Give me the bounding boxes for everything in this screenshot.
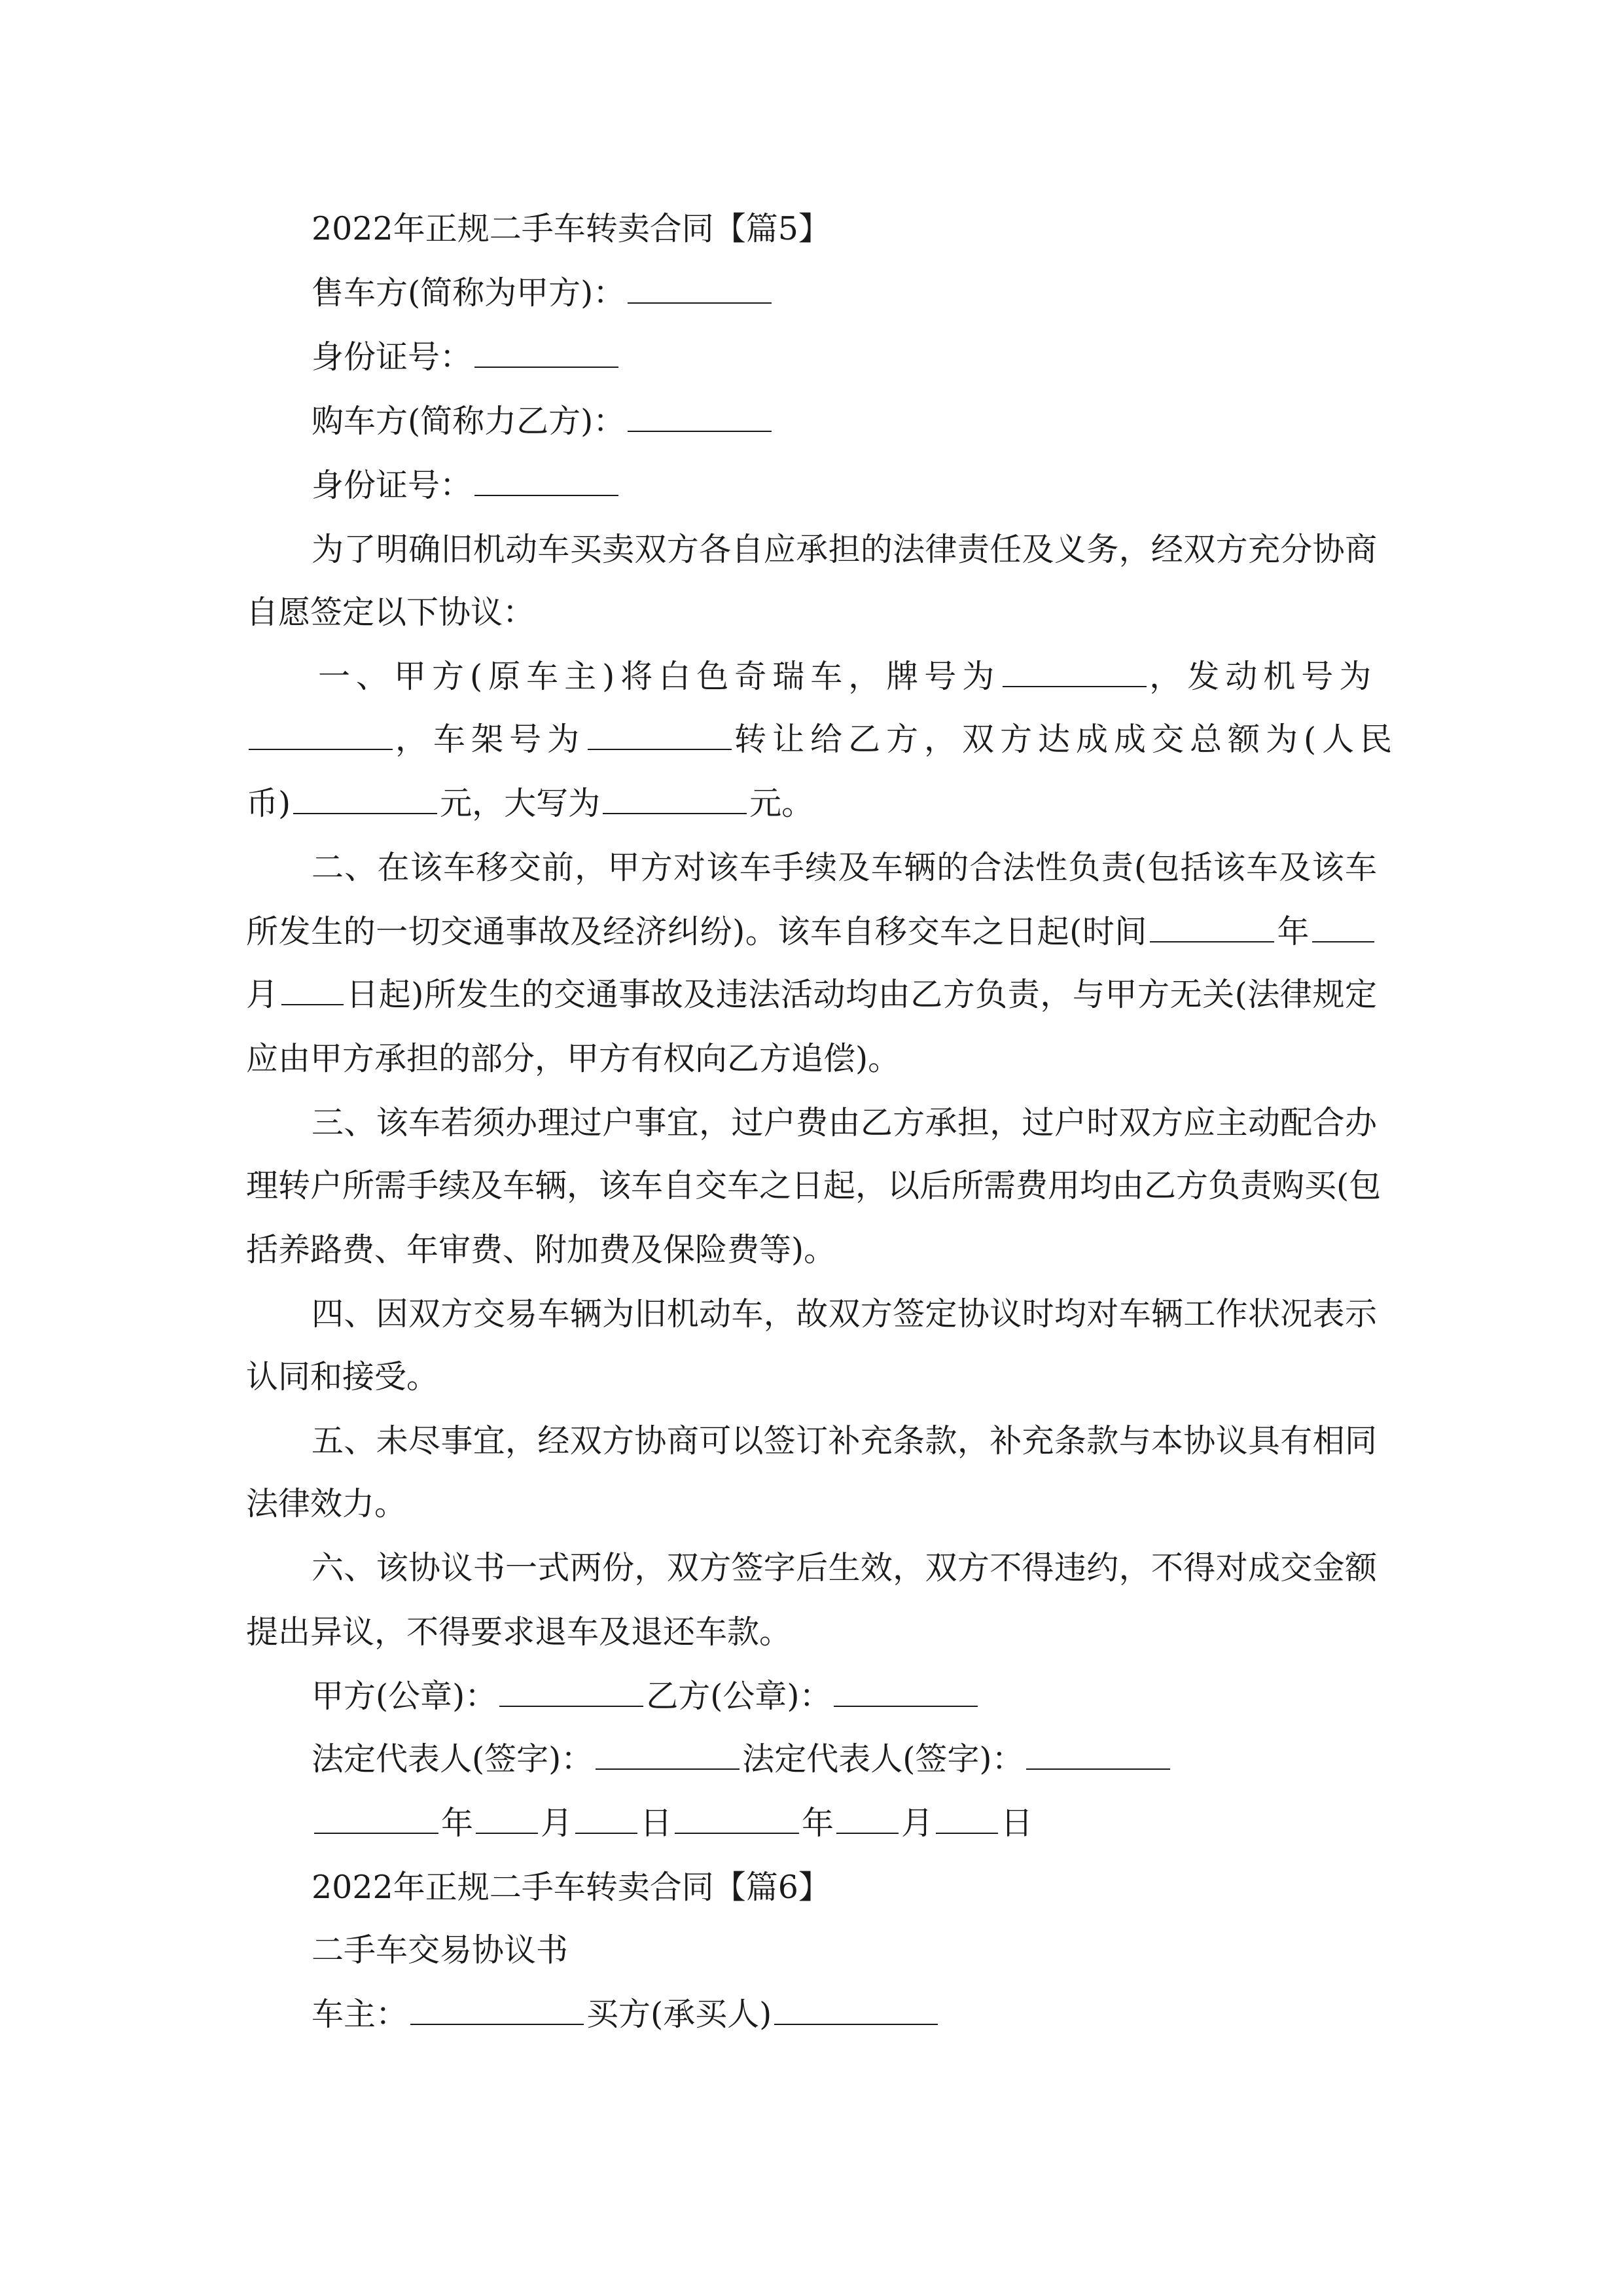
clause-3-line-2: 理转户所需手续及车辆，该车自交车之日起，以后所需费用均由乙方负责购买(包 — [246, 1167, 1382, 1204]
section-title-5: 2022年正规二手车转卖合同【篇5】 — [312, 210, 830, 247]
date-b-month-blank — [836, 1805, 899, 1834]
amount-words-blank — [603, 785, 747, 814]
seller-blank — [628, 275, 772, 304]
seller-id-field: 身份证号： — [312, 338, 621, 377]
clause-6-line-1: 六、该协议书一式两份，双方签字后生效，双方不得违约，不得对成交金额 — [312, 1549, 1377, 1587]
intro-line-1: 为了明确旧机动车买卖双方各自应承担的法律责任及义务，经双方充分协商 — [312, 531, 1377, 568]
representative-line: 法定代表人(签字)： 法定代表人(签字)： — [312, 1740, 1173, 1779]
clause-2-line-3: 月 日起)所发生的交通事故及违法活动均由乙方负责，与甲方无关(法律规定 — [246, 976, 1377, 1013]
buyer-blank — [628, 403, 772, 432]
seller-field: 售车方(简称为甲方)： — [312, 274, 774, 313]
rep-b-blank — [1026, 1741, 1170, 1770]
amount-blank — [293, 785, 437, 814]
clause-4-line-2: 认同和接受。 — [246, 1358, 439, 1395]
clause-5-line-1: 五、未尽事宜，经双方协商可以签订补充条款，补充条款与本协议具有相同 — [312, 1422, 1377, 1460]
plate-blank — [1003, 658, 1147, 687]
clause-3-line-1: 三、该车若须办理过户事宜，过户费由乙方承担，过户时双方应主动配合办 — [312, 1104, 1377, 1141]
clause-6-line-2: 提出异议，不得要求退车及退还车款。 — [246, 1613, 792, 1651]
owner-blank — [410, 1996, 584, 2025]
party-a-seal-blank — [499, 1678, 643, 1707]
clause-3-line-3: 括养路费、年审费、附加费及保险费等)。 — [246, 1231, 836, 1268]
clause-1-line-1: 一、甲方(原车主)将白色奇瑞车，牌号为 ，发动机号为 — [318, 658, 1378, 695]
date-a-day-blank — [575, 1805, 637, 1834]
clause-5-line-2: 法律效力。 — [246, 1485, 407, 1522]
date-b-day-blank — [936, 1805, 998, 1834]
rep-a-blank — [596, 1741, 740, 1770]
date-a-month-blank — [476, 1805, 538, 1834]
agreement-subtitle: 二手车交易协议书 — [312, 1931, 569, 1969]
year-blank — [1150, 914, 1274, 942]
buyer-field: 购车方(简称力乙方)： — [312, 402, 774, 441]
buyer2-blank — [774, 1996, 938, 2025]
date-b-year-blank — [675, 1805, 799, 1834]
section-title-6: 2022年正规二手车转卖合同【篇6】 — [312, 1869, 830, 1906]
month-blank — [1312, 914, 1374, 942]
day-blank — [281, 977, 344, 1005]
seal-line: 甲方(公章)： 乙方(公章)： — [312, 1677, 980, 1716]
party-b-seal-blank — [834, 1678, 978, 1707]
clause-2-line-2: 所发生的一切交通事故及经济纠纷)。该车自移交车之日起(时间 年 — [246, 912, 1377, 952]
clause-2-line-4: 应由甲方承担的部分，甲方有权向乙方追偿)。 — [246, 1040, 901, 1077]
clause-2-line-1: 二、在该车移交前，甲方对该车手续及车辆的合法性负责(包括该车及该车 — [312, 849, 1377, 886]
date-a-year-blank — [314, 1805, 438, 1834]
clause-1-line-3: 币) 元，大写为 元。 — [246, 785, 814, 822]
engine-blank — [249, 721, 393, 750]
frame-blank — [588, 721, 732, 750]
buyer-id-blank — [474, 467, 618, 496]
seller-id-blank — [474, 339, 618, 368]
date-line: 年 月 日 年 月 日 — [312, 1804, 1033, 1843]
buyer-id-field: 身份证号： — [312, 466, 621, 505]
owner-buyer-line: 车主： 买方(承买人) — [312, 1995, 940, 2034]
clause-1-line-2: ，车架号为 转让给乙方，双方达成成交总额为(人民 — [246, 720, 1377, 759]
intro-line-2: 自愿签定以下协议： — [246, 594, 535, 631]
clause-4-line-1: 四、因双方交易车辆为旧机动车，故双方签定协议时均对车辆工作状况表示 — [312, 1295, 1377, 1333]
